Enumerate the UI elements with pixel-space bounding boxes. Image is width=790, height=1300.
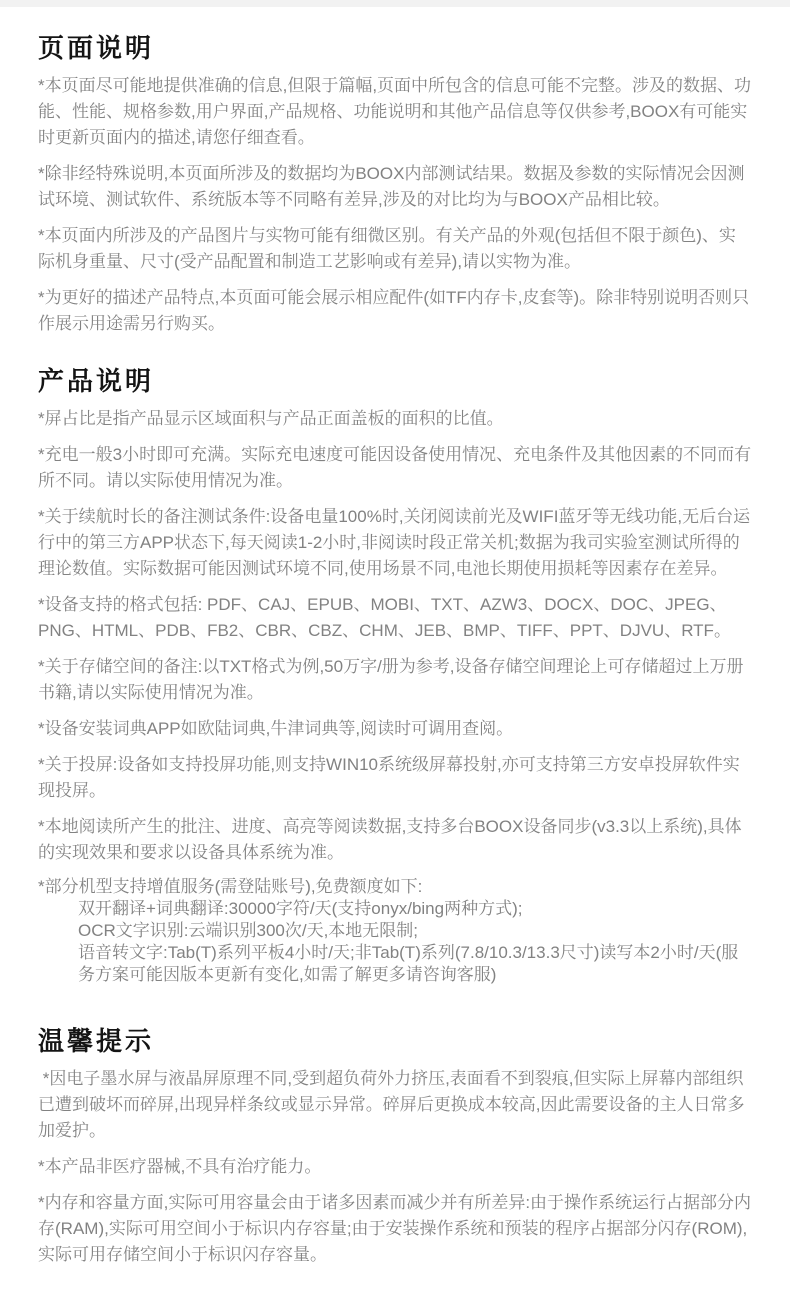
note-storage-capacity: *关于存储空间的备注:以TXT格式为例,50万字/册为参考,设备存储空间理论上可存储超过上万册书籍,请以实际使用情况为准。 bbox=[38, 657, 744, 702]
warm-tips-title: 温馨提示 bbox=[38, 1026, 155, 1056]
tip-eink-screen-fragility: *因电子墨水屏与液晶屏原理不同,受到超负荷外力挤压,表面看不到裂痕,但实际上屏幕内部组织已遭到破坏而碎屏,出现异样条纹或显示异常。碎屏后更换成本较高,因此需要设备的主人日常多加爱护。 bbox=[38, 1069, 745, 1140]
note-supported-formats: *设备支持的格式包括: PDF、CAJ、EPUB、MOBI、TXT、AZW3、DOCX、DOC、JPEG、PNG、HTML、PDB、FB2、CBR、CBZ、CHM、JEB、BMP、TIFF、PPT、DJVU、RTF。 bbox=[38, 595, 731, 640]
note-battery-test-conditions: *关于续航时长的备注测试条件:设备电量100%时,关闭阅读前光及WIFI蓝牙等无线功能,无后台运行中的第三方APP状态下,每天阅读1-2小时,非阅读时段正常关机;数据为我司实验室测试所得的理论数值。实际数据可能因测试环境不同,使用场景不同,电池长期使用损耗等因素存在差异。 bbox=[38, 507, 751, 578]
product-notes-page bbox=[0, 7, 790, 1268]
note-charging-time: *充电一般3小时即可充满。实际充电速度可能因设备使用情况、充电条件及其他因素的不同而有所不同。请以实际使用情况为准。 bbox=[38, 445, 752, 490]
value-added-item-translation: 双开翻译+词典翻译:30000字符/天(支持onyx/bing两种方式); bbox=[78, 899, 523, 918]
tip-not-medical-device: *本产品非医疗器械,不具有治疗能力。 bbox=[38, 1157, 322, 1176]
page-top-edge bbox=[0, 0, 790, 7]
note-product-images: *本页面内所涉及的产品图片与实物可能有细微区别。有关产品的外观(包括但不限于颜色)、实际机身重量、尺寸(受产品配置和制造工艺影响或有差异),请以实物为准。 bbox=[38, 226, 736, 271]
value-added-item-speech-to-text: 语音转文字:Tab(T)系列平板4小时/天;非Tab(T)系列(7.8/10.3/13.3尺寸)读写本2小时/天(服务方案可能因版本更新有变化,如需了解更多请咨询客服) bbox=[78, 943, 739, 984]
note-info-accuracy: *本页面尽可能地提供准确的信息,但限于篇幅,页面中所包含的信息可能不完整。涉及的数据、功能、性能、规格参数,用户界面,产品规格、功能说明和其他产品信息等仅供参考,BOOX有可能实时更新页面内的描述,请您仔细查看。 bbox=[38, 76, 752, 147]
note-screen-ratio: *屏占比是指产品显示区域面积与产品正面盖板的面积的比值。 bbox=[38, 409, 504, 428]
value-added-services-note bbox=[38, 876, 752, 986]
note-reading-data-sync: *本地阅读所产生的批注、进度、高亮等阅读数据,支持多台BOOX设备同步(v3.3以上系统),具体的实现效果和要求以设备具体系统为准。 bbox=[38, 817, 742, 862]
tip-memory-capacity: *内存和容量方面,实际可用容量会由于诸多因素而减少并有所差异:由于操作系统运行占据部分内存(RAM),实际可用空间小于标识内存容量;由于安装操作系统和预装的程序占据部分闪存(ROM),实际可用存储空间小于标识闪存容量。 bbox=[38, 1193, 752, 1264]
note-accessories-display: *为更好的描述产品特点,本页面可能会展示相应配件(如TF内存卡,皮套等)。除非特别说明否则只作展示用途需另行购买。 bbox=[38, 288, 750, 333]
section-warm-tips bbox=[38, 1026, 752, 1268]
note-internal-test-data: *除非经特殊说明,本页面所涉及的数据均为BOOX内部测试结果。数据及参数的实际情况会因测试环境、测试软件、系统版本等不同略有差异,涉及的对比均为与BOOX产品相比较。 bbox=[38, 164, 745, 209]
product-description-title: 产品说明 bbox=[38, 366, 155, 396]
value-added-intro: *部分机型支持增值服务(需登陆账号),免费额度如下: bbox=[38, 877, 423, 896]
section-page-description bbox=[38, 33, 752, 337]
value-added-item-ocr: OCR文字识别:云端识别300次/天,本地无限制; bbox=[78, 921, 419, 940]
section-product-description bbox=[38, 366, 752, 986]
note-dictionary-apps: *设备安装词典APP如欧陆词典,牛津词典等,阅读时可调用查阅。 bbox=[38, 719, 514, 738]
note-screen-casting: *关于投屏:设备如支持投屏功能,则支持WIN10系统级屏幕投射,亦可支持第三方安卓投屏软件实现投屏。 bbox=[38, 755, 740, 800]
page-description-title: 页面说明 bbox=[38, 33, 155, 63]
